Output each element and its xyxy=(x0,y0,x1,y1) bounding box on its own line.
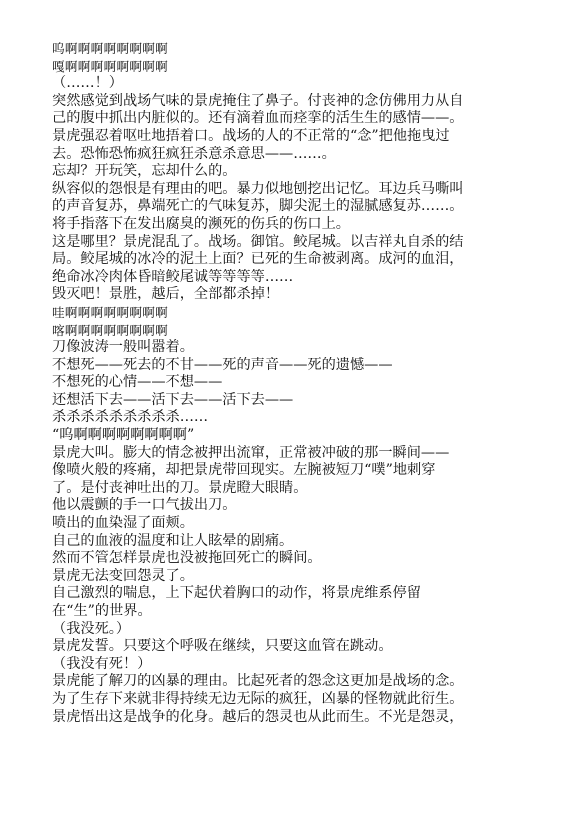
text-line: 景虎能了解刀的凶暴的理由。比起死者的怨念这更加是战场的念。 xyxy=(52,673,464,690)
text-line: 毁灭吧！景胜，越后，全部都杀掉！ xyxy=(52,286,280,303)
text-line: 呜啊啊啊啊啊啊啊啊 xyxy=(52,41,169,56)
text-line: 喷出的血染湿了面颊。 xyxy=(52,515,194,532)
text-line: 嘎啊啊啊啊啊啊啊啊 xyxy=(52,58,169,74)
text-line: 景虎大叫。膨大的情念被押出流窜，正常被冲破的那一瞬间—— xyxy=(52,444,450,461)
text-line: 还想活下去——活下去——活下去—— xyxy=(52,391,294,408)
text-line: 景虎无法变回怨灵了。 xyxy=(52,567,194,584)
text-line: 像喷火般的疼痛，却把景虎带回现实。左腕被短刀“噗”地刺穿 xyxy=(52,462,436,479)
text-line: 的声音复苏，鼻端死亡的气味复苏，脚尖泥土的湿腻感复苏……。 xyxy=(52,198,464,215)
text-line: 纵容似的怨恨是有理由的吧。暴力似地刨挖出记忆。耳边兵马嘶叫 xyxy=(52,180,464,197)
text-line: 杀杀杀杀杀杀杀杀杀…… xyxy=(52,409,209,426)
text-line: “呜啊啊啊啊啊啊啊啊” xyxy=(52,427,195,444)
text-line: 忘却？开玩笑，忘却什么的。 xyxy=(52,163,237,180)
text-line: 为了生存下来就非得持续无边无际的疯狂，凶暴的怪物就此衍生。 xyxy=(52,690,464,707)
text-line: 景虎发誓。只要这个呼吸在继续，只要这血管在跳动。 xyxy=(52,638,393,655)
text-line: （我没死。） xyxy=(52,620,131,637)
text-line: 喀啊啊啊啊啊啊啊啊 xyxy=(52,322,169,338)
text-line: 己的腹中抓出内脏似的。还有滴着血而痉挛的活生生的感情——。 xyxy=(52,110,464,127)
text-line: 在“生”的世界。 xyxy=(52,603,152,619)
text-line: 刀像波涛一般叫嚣着。 xyxy=(52,339,194,356)
text-line: 不想死——死去的不甘——死的声音——死的遗憾—— xyxy=(52,356,393,373)
text-line: 然而不管怎样景虎也没被拖回死亡的瞬间。 xyxy=(52,550,322,567)
text-line: 了。是付丧神吐出的刀。景虎瞪大眼睛。 xyxy=(52,479,308,496)
text-line: 景虎悟出这是战争的化身。越后的怨灵也从此而生。不光是怨灵， xyxy=(52,708,464,725)
text-line: 绝命冰冷肉体昏暗鲛尾诚等等等等…… xyxy=(52,268,294,285)
text-line: 不想死的心情——不想—— xyxy=(52,374,223,391)
text-line: 自己的血液的温度和让人眩晕的剧痛。 xyxy=(52,532,294,549)
text-line: 哇啊啊啊啊啊啊啊啊 xyxy=(52,304,169,320)
text-line: 突然感觉到战场气味的景虎掩住了鼻子。付丧神的念仿佛用力从自 xyxy=(52,92,464,109)
text-line: 景虎强忍着呕吐地捂着口。战场的人的不正常的“念”把他拖曳过 xyxy=(52,127,450,144)
text-line: 去。恐怖恐怖疯狂疯狂杀意杀意思——……。 xyxy=(52,145,336,162)
document-page xyxy=(52,40,572,726)
text-line: （我没有死！） xyxy=(52,655,152,672)
text-line: 他以震颤的手一口气拔出刀。 xyxy=(52,497,237,514)
text-line: 自己激烈的喘息，上下起伏着胸口的动作，将景虎维系停留 xyxy=(52,585,421,602)
text-line: 这是哪里？景虎混乱了。战场。御馆。鲛尾城。以吉祥丸自杀的结 xyxy=(52,233,464,250)
text-line: 局。鲛尾城的冰冷的泥土上面？已死的生命被剥离。成河的血泪， xyxy=(52,251,464,268)
text-line: （……！） xyxy=(52,75,123,92)
text-line: 将手指落下在发出腐臭的濒死的伤兵的伤口上。 xyxy=(52,215,350,232)
